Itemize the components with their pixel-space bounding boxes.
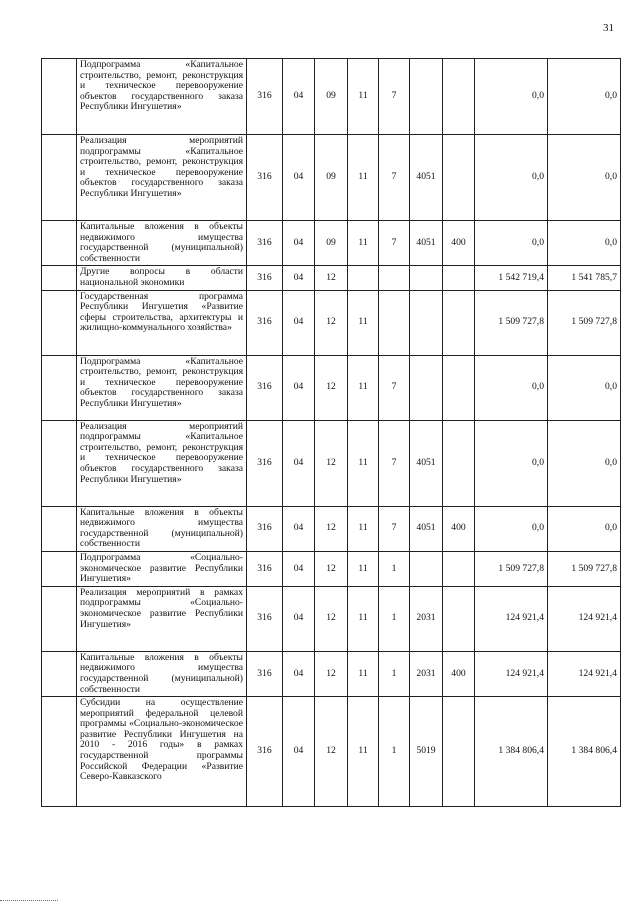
row-subprogram-code: 7 <box>379 135 410 221</box>
row-grbs: 316 <box>247 420 283 506</box>
row-subsection: 09 <box>315 59 348 135</box>
table-row <box>42 551 621 586</box>
row-subsection: 12 <box>315 355 348 420</box>
row-program-code: 11 <box>348 586 379 651</box>
row-empty-cell <box>42 221 77 266</box>
row-grbs: 316 <box>247 355 283 420</box>
row-program-code: 11 <box>348 221 379 266</box>
row-expense-type: 400 <box>443 506 475 551</box>
row-name: Реализация мероприятий в рамках подпрограммы «Социально-экономическое развитие Республики Ингушетия» <box>77 586 247 651</box>
row-expense-type <box>443 586 475 651</box>
row-direction-code <box>410 266 443 290</box>
row-name: Капитальные вложения в объекты недвижимого имущества государственной (муниципальной) собственности <box>77 221 247 266</box>
row-subprogram-code: 7 <box>379 59 410 135</box>
row-program-code: 11 <box>348 506 379 551</box>
row-direction-code <box>410 59 443 135</box>
row-subsection: 12 <box>315 697 348 807</box>
row-grbs: 316 <box>247 551 283 586</box>
row-name: Субсидии на осуществление мероприятий федеральной целевой программы «Социально-экономическое развитие Республики Ингушетия на 2010 - 2016 годы» в рамках государственной программы Российской Федерации «Развитие Северо-Кавказского <box>77 697 247 807</box>
table-row <box>42 221 621 266</box>
row-section: 04 <box>283 266 315 290</box>
row-empty-cell <box>42 651 77 696</box>
row-amount-1: 0,0 <box>475 355 548 420</box>
row-subprogram-code: 1 <box>379 697 410 807</box>
row-amount-2: 0,0 <box>548 221 621 266</box>
row-amount-2: 1 509 727,8 <box>548 551 621 586</box>
row-subsection: 12 <box>315 506 348 551</box>
row-empty-cell <box>42 420 77 506</box>
row-name: Другие вопросы в области национальной экономики <box>77 266 247 290</box>
row-subprogram-code: 1 <box>379 651 410 696</box>
row-amount-1: 1 384 806,4 <box>475 697 548 807</box>
row-amount-2: 1 541 785,7 <box>548 266 621 290</box>
row-amount-1: 0,0 <box>475 59 548 135</box>
row-subsection: 12 <box>315 651 348 696</box>
table-row <box>42 697 621 807</box>
row-expense-type: 400 <box>443 221 475 266</box>
row-subprogram-code <box>379 290 410 355</box>
row-empty-cell <box>42 266 77 290</box>
row-grbs: 316 <box>247 506 283 551</box>
row-expense-type: 400 <box>443 651 475 696</box>
row-expense-type <box>443 420 475 506</box>
row-program-code: 11 <box>348 420 379 506</box>
table-row <box>42 420 621 506</box>
row-program-code: 11 <box>348 59 379 135</box>
row-expense-type <box>443 697 475 807</box>
row-amount-1: 1 509 727,8 <box>475 290 548 355</box>
row-expense-type <box>443 290 475 355</box>
row-section: 04 <box>283 355 315 420</box>
row-name: Капитальные вложения в объекты недвижимого имущества государственной (муниципальной) собственности <box>77 651 247 696</box>
row-expense-type <box>443 135 475 221</box>
row-expense-type <box>443 355 475 420</box>
row-subprogram-code: 1 <box>379 551 410 586</box>
row-empty-cell <box>42 59 77 135</box>
row-section: 04 <box>283 586 315 651</box>
row-program-code: 11 <box>348 697 379 807</box>
row-amount-1: 0,0 <box>475 221 548 266</box>
row-section: 04 <box>283 506 315 551</box>
row-subsection: 12 <box>315 266 348 290</box>
row-direction-code: 5019 <box>410 697 443 807</box>
row-name: Реализация мероприятий подпрограммы «Капитальное строительство, ремонт, реконструкция и техническое перевооружение объектов государственного заказа Республики Ингушетия» <box>77 135 247 221</box>
row-name: Подпрограмма «Капитальное строительство, ремонт, реконструкция и техническое перевооружение объектов государственного заказа Республики Ингушетия» <box>77 59 247 135</box>
row-amount-2: 0,0 <box>548 59 621 135</box>
row-amount-2: 124 921,4 <box>548 651 621 696</box>
row-subprogram-code: 1 <box>379 586 410 651</box>
row-grbs: 316 <box>247 290 283 355</box>
row-amount-2: 0,0 <box>548 355 621 420</box>
row-name: Государственная программа Республики Ингушетия «Развитие сферы строительства, архитектуры и жилищно-коммунального хозяйства» <box>77 290 247 355</box>
row-direction-code: 4051 <box>410 221 443 266</box>
row-section: 04 <box>283 551 315 586</box>
row-subsection: 12 <box>315 551 348 586</box>
row-direction-code: 2031 <box>410 651 443 696</box>
row-direction-code <box>410 355 443 420</box>
table-row <box>42 506 621 551</box>
row-empty-cell <box>42 506 77 551</box>
row-empty-cell <box>42 355 77 420</box>
row-amount-1: 1 509 727,8 <box>475 551 548 586</box>
row-program-code: 11 <box>348 135 379 221</box>
table-row <box>42 355 621 420</box>
row-program-code: 11 <box>348 290 379 355</box>
budget-table <box>41 58 621 807</box>
row-direction-code <box>410 290 443 355</box>
row-program-code: 11 <box>348 355 379 420</box>
row-amount-2: 1 509 727,8 <box>548 290 621 355</box>
row-empty-cell <box>42 290 77 355</box>
row-expense-type <box>443 266 475 290</box>
row-amount-2: 0,0 <box>548 506 621 551</box>
row-subsection: 09 <box>315 221 348 266</box>
row-name: Подпрограмма «Капитальное строительство, ремонт, реконструкция и техническое перевооружение объектов государственного заказа Республики Ингушетия» <box>77 355 247 420</box>
table-row <box>42 266 621 290</box>
row-direction-code: 4051 <box>410 420 443 506</box>
row-subprogram-code: 7 <box>379 221 410 266</box>
row-subprogram-code: 7 <box>379 420 410 506</box>
row-grbs: 316 <box>247 221 283 266</box>
row-subsection: 12 <box>315 420 348 506</box>
row-grbs: 316 <box>247 697 283 807</box>
row-empty-cell <box>42 551 77 586</box>
row-grbs: 316 <box>247 266 283 290</box>
row-amount-1: 0,0 <box>475 420 548 506</box>
row-subprogram-code: 7 <box>379 355 410 420</box>
table-row <box>42 290 621 355</box>
table-row <box>42 135 621 221</box>
row-amount-1: 124 921,4 <box>475 651 548 696</box>
row-subsection: 12 <box>315 290 348 355</box>
row-program-code: 11 <box>348 651 379 696</box>
row-section: 04 <box>283 420 315 506</box>
page-number: 31 <box>603 22 614 34</box>
row-amount-2: 1 384 806,4 <box>548 697 621 807</box>
row-program-code <box>348 266 379 290</box>
row-amount-1: 0,0 <box>475 135 548 221</box>
row-amount-1: 1 542 719,4 <box>475 266 548 290</box>
row-section: 04 <box>283 135 315 221</box>
row-name: Реализация мероприятий подпрограммы «Капитальное строительство, ремонт, реконструкция и техническое перевооружение объектов государственного заказа Республики Ингушетия» <box>77 420 247 506</box>
row-amount-2: 0,0 <box>548 135 621 221</box>
row-subsection: 09 <box>315 135 348 221</box>
row-name: Подпрограмма «Социально-экономическое развитие Республики Ингушетия» <box>77 551 247 586</box>
footer-rule <box>0 900 58 901</box>
row-amount-1: 124 921,4 <box>475 586 548 651</box>
row-amount-2: 124 921,4 <box>548 586 621 651</box>
row-direction-code: 4051 <box>410 506 443 551</box>
row-direction-code <box>410 551 443 586</box>
row-empty-cell <box>42 697 77 807</box>
row-direction-code: 4051 <box>410 135 443 221</box>
row-section: 04 <box>283 59 315 135</box>
row-expense-type <box>443 59 475 135</box>
row-section: 04 <box>283 651 315 696</box>
row-section: 04 <box>283 697 315 807</box>
row-direction-code: 2031 <box>410 586 443 651</box>
row-expense-type <box>443 551 475 586</box>
row-amount-2: 0,0 <box>548 420 621 506</box>
budget-table-body <box>42 59 621 807</box>
row-grbs: 316 <box>247 651 283 696</box>
row-name: Капитальные вложения в объекты недвижимого имущества государственной (муниципальной) собственности <box>77 506 247 551</box>
table-row <box>42 651 621 696</box>
row-empty-cell <box>42 135 77 221</box>
table-row <box>42 586 621 651</box>
row-program-code: 11 <box>348 551 379 586</box>
table-row <box>42 59 621 135</box>
row-subsection: 12 <box>315 586 348 651</box>
row-subprogram-code <box>379 266 410 290</box>
row-grbs: 316 <box>247 59 283 135</box>
row-amount-1: 0,0 <box>475 506 548 551</box>
row-section: 04 <box>283 221 315 266</box>
row-section: 04 <box>283 290 315 355</box>
row-grbs: 316 <box>247 135 283 221</box>
row-subprogram-code: 7 <box>379 506 410 551</box>
row-empty-cell <box>42 586 77 651</box>
row-grbs: 316 <box>247 586 283 651</box>
